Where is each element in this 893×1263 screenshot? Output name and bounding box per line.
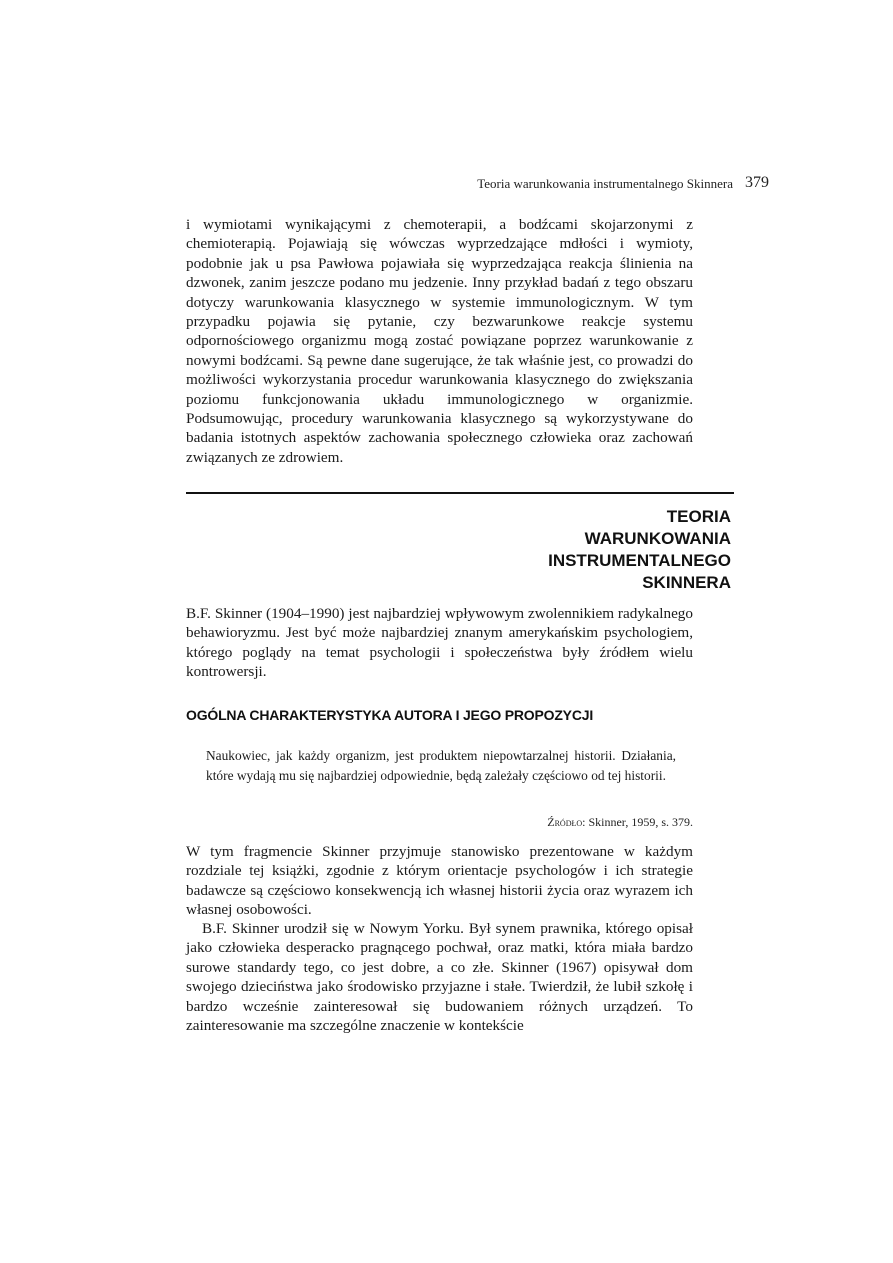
section-title-line: TEORIA xyxy=(666,507,731,526)
section-title-line: SKINNERA xyxy=(642,573,731,592)
quote-source xyxy=(547,815,693,830)
paragraph-biography: B.F. Skinner urodził się w Nowym Yorku. Był synem prawnika, którego opisał jako człowieka desperacko pragnącego pochwał, oraz matki, która miała bardzo surowe standardy tego, co jest dobre, a co złe. Skinner (1967) opisywał dom swojego dzieciństwa jako środowisko przyjazne i stałe. Twierdził, że lubił szkołę i bardzo wcześnie zainteresował się budowaniem różnych urządzeń. To zainteresowanie ma szczególne znaczenie w kontekście xyxy=(186,920,693,1035)
running-header xyxy=(477,174,769,192)
page-number: 379 xyxy=(745,174,769,191)
section-title-line: INSTRUMENTALNEGO xyxy=(548,551,731,570)
section-title xyxy=(548,506,731,594)
paragraph-fragment-commentary: W tym fragmencie Skinner przyjmuje stanowisko prezentowane w każdym rozdziale tej książki, zgodnie z którym orientacje psychologów i ich strategie badawcze są częściowo konsekwencją ich własnej historii życia oraz wyrazem ich własnej osobowości. xyxy=(186,843,693,919)
section-divider xyxy=(186,492,734,494)
subheading: OGÓLNA CHARAKTERYSTYKA AUTORA I JEGO PROPOZYCJI xyxy=(186,707,594,723)
block-quote: Naukowiec, jak każdy organizm, jest produktem niepowtarzalnej historii. Działania, które wydają mu się najbardziej odpowiednie, będą zależały częściowo od tej historii. xyxy=(206,748,676,783)
paragraph-chemotherapy: i wymiotami wynikającymi z chemoterapii, a bodźcami skojarzonymi z chemioterapią. Pojawiają się wówczas wyprzedzające mdłości i wymioty, podobnie jak u psa Pawłowa pojawiała się wyprzedzająca reakcja ślinienia na dzwonek, zanim jeszcze podano mu jedzenie. Inny przykład badań z tego obszaru dotyczy warunkowania klasycznego w systemie immunologicznym. W tym przypadku pojawia się pytanie, czy bezwarunkowe reakcje systemu odpornościowego organizmu mogą zostać powiązane poprzez warunkowanie z nowymi bodźcami. Są pewne dane sugerujące, że tak właśnie jest, co prowadzi do możliwości wykorzystania procedur warunkowania klasycznego do zwiększania poziomu funkcjonowania układu immunologicznego w organizmie. Podsumowując, procedury warunkowania klasycznego są wykorzystywane do badania istotnych aspektów zachowania społecznego człowieka oraz zachowań związanych ze zdrowiem. xyxy=(186,216,693,466)
paragraph-skinner-intro: B.F. Skinner (1904–1990) jest najbardziej wpływowym zwolennikiem radykalnego behawioryzmu. Jest być może najbardziej znanym amerykańskim psychologiem, którego poglądy na temat psychologii i społeczeństwa były źródłem wielu kontrowersji. xyxy=(186,605,693,681)
section-title-line: WARUNKOWANIA xyxy=(584,529,731,548)
running-title: Teoria warunkowania instrumentalnego Skinnera xyxy=(477,176,733,191)
source-reference: Skinner, 1959, s. 379. xyxy=(588,815,693,829)
source-label: Źródło: xyxy=(547,815,586,829)
